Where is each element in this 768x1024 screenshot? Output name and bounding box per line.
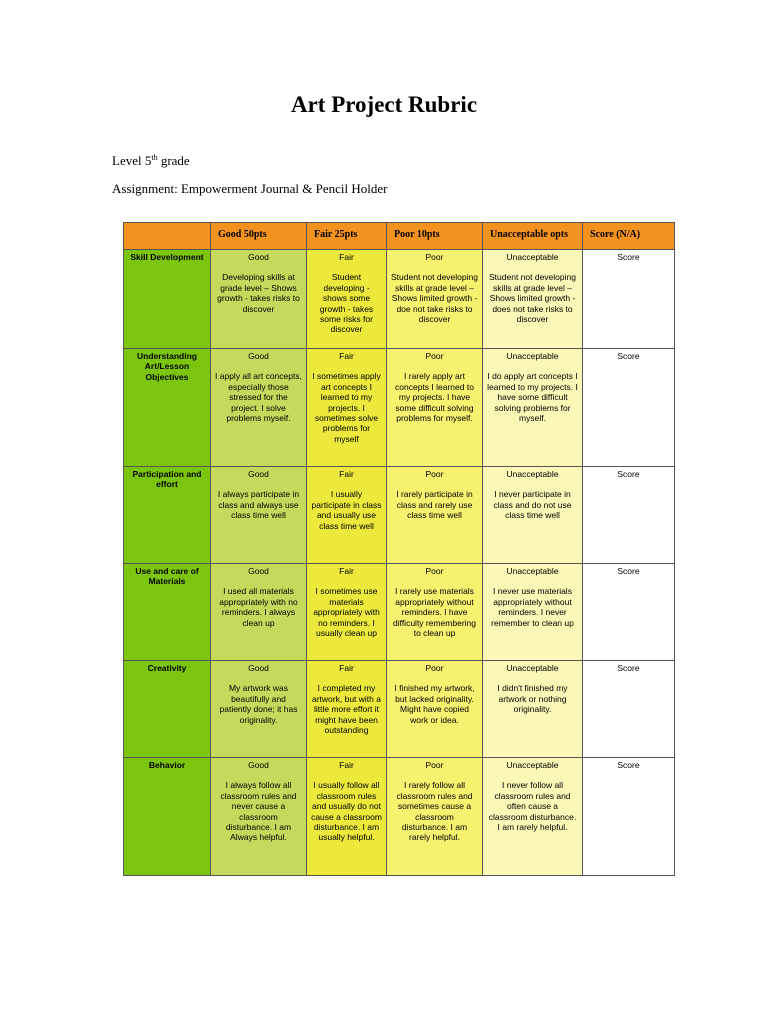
assignment-line: Assignment: Empowerment Journal & Pencil Holder: [112, 181, 388, 196]
header-poor: Poor 10pts: [387, 223, 483, 250]
level-label: Fair: [339, 663, 354, 673]
grade-level: [112, 153, 190, 169]
level-label: Poor: [425, 663, 444, 673]
description: I never participate in class and do not use class time well: [493, 489, 572, 521]
poor-cell: [387, 661, 483, 758]
header-criterion: [124, 223, 211, 250]
fair-cell: [307, 758, 387, 876]
poor-cell: [387, 467, 483, 564]
score-cell: Score: [583, 250, 675, 349]
level-label: Poor: [425, 566, 444, 576]
description: I rarely participate in class and rarely use class time well: [396, 489, 473, 521]
page-title: Art Project Rubric: [290, 92, 478, 117]
level-label: Good: [248, 351, 269, 361]
criterion-cell: Use and care of Materials: [124, 564, 211, 661]
level-label: Good: [248, 663, 269, 673]
fair-cell: [307, 467, 387, 564]
level-label: Unacceptable: [506, 351, 559, 361]
description: I finished my artwork, but lacked originality. Might have copied work or idea.: [394, 683, 475, 725]
level-label: Unacceptable: [506, 760, 559, 770]
level-label: Poor: [425, 351, 444, 361]
grade-level-prefix: Level 5: [112, 153, 152, 168]
header-fair: Fair 25pts: [307, 223, 387, 250]
level-label: Poor: [425, 252, 444, 262]
poor-cell: [387, 250, 483, 349]
description: Student not developing skills at grade level – Shows limited growth - does not take risks to discover: [489, 272, 576, 325]
criterion-cell: Skill Development: [124, 250, 211, 349]
description: I completed my artwork, but with a little more effort it might have been outstanding: [312, 683, 381, 736]
description: I rarely use materials appropriately without reminders. I have difficulty remembering to clean up: [393, 586, 476, 639]
description: I sometimes use materials appropriately with no reminders. I usually clean up: [313, 586, 380, 639]
description: I always participate in class and always use class time well: [217, 489, 300, 521]
level-label: Fair: [339, 469, 354, 479]
score-cell: Score: [583, 758, 675, 876]
level-label: Good: [248, 566, 269, 576]
description: Student not developing skills at grade level – Shows limited growth - doe not take risks to discover: [391, 272, 478, 325]
table-row: [124, 758, 675, 876]
poor-cell: [387, 349, 483, 467]
good-cell: [211, 758, 307, 876]
good-cell: [211, 467, 307, 564]
unacceptable-cell: [483, 467, 583, 564]
level-label: Good: [248, 469, 269, 479]
level-label: Unacceptable: [506, 566, 559, 576]
grade-level-suffix: grade: [157, 153, 190, 168]
level-label: Good: [248, 760, 269, 770]
description: I used all materials appropriately with no reminders. I always clean up: [219, 586, 298, 628]
unacceptable-cell: [483, 250, 583, 349]
level-label: Fair: [339, 566, 354, 576]
level-label: Poor: [425, 469, 444, 479]
description: I usually follow all classroom rules and usually do not cause a classroom disturbance. I am usually helpful.: [311, 780, 382, 843]
criterion-cell: Understanding Art/Lesson Objectives: [124, 349, 211, 467]
good-cell: [211, 661, 307, 758]
level-label: Fair: [339, 252, 354, 262]
description: I usually participate in class and usually use class time well: [311, 489, 382, 531]
fair-cell: [307, 250, 387, 349]
description: I didn't finished my artwork or nothing originality.: [497, 683, 568, 715]
level-label: Poor: [425, 760, 444, 770]
description: I never follow all classroom rules and often cause a classroom disturbance. I am rarely helpful.: [488, 780, 577, 833]
level-label: Good: [248, 252, 269, 262]
criterion-cell: Creativity: [124, 661, 211, 758]
table-row: [124, 564, 675, 661]
description: I do apply art concepts I learned to my projects. I have some difficult solving problems for myself.: [487, 371, 578, 424]
description: Student developing - shows some growth - takes some risks for discover: [319, 272, 374, 335]
description: Developing skills at grade level – Shows growth - takes risks to discover: [217, 272, 300, 314]
unacceptable-cell: [483, 349, 583, 467]
description: I always follow all classroom rules and never cause a classroom disturbance. I am Always helpful.: [220, 780, 297, 843]
unacceptable-cell: [483, 758, 583, 876]
table-row: [124, 250, 675, 349]
fair-cell: [307, 661, 387, 758]
header-row: [124, 223, 675, 250]
poor-cell: [387, 564, 483, 661]
description: My artwork was beautifully and patiently done; it has originality.: [219, 683, 298, 725]
description: I apply all art concepts, especially those stressed for the project. I solve problems myself.: [215, 371, 302, 424]
rubric-table: [123, 222, 675, 876]
header-score: Score (N/A): [583, 223, 675, 250]
description: I never use materials appropriately without reminders. I never remember to clean up: [491, 586, 574, 628]
table-row: [124, 349, 675, 467]
fair-cell: [307, 349, 387, 467]
good-cell: [211, 564, 307, 661]
level-label: Fair: [339, 760, 354, 770]
level-label: Fair: [339, 351, 354, 361]
score-cell: Score: [583, 661, 675, 758]
header-good: Good 50pts: [211, 223, 307, 250]
grade-level-superscript: th: [151, 153, 158, 162]
unacceptable-cell: [483, 661, 583, 758]
criterion-cell: Participation and effort: [124, 467, 211, 564]
table-row: [124, 661, 675, 758]
criterion-cell: Behavior: [124, 758, 211, 876]
description: I rarely follow all classroom rules and sometimes cause a classroom disturbance. I am rarely helpful.: [396, 780, 473, 843]
table-row: [124, 467, 675, 564]
good-cell: [211, 250, 307, 349]
description: I sometimes apply art concepts I learned to my projects. I sometimes solve problems for myself: [312, 371, 381, 444]
header-unacceptable: Unacceptable opts: [483, 223, 583, 250]
score-cell: Score: [583, 349, 675, 467]
level-label: Unacceptable: [506, 663, 559, 673]
score-cell: Score: [583, 467, 675, 564]
level-label: Unacceptable: [506, 469, 559, 479]
unacceptable-cell: [483, 564, 583, 661]
fair-cell: [307, 564, 387, 661]
poor-cell: [387, 758, 483, 876]
description: I rarely apply art concepts I learned to my projects. I have some difficult solving problems for myself.: [395, 371, 474, 424]
good-cell: [211, 349, 307, 467]
score-cell: Score: [583, 564, 675, 661]
level-label: Unacceptable: [506, 252, 559, 262]
